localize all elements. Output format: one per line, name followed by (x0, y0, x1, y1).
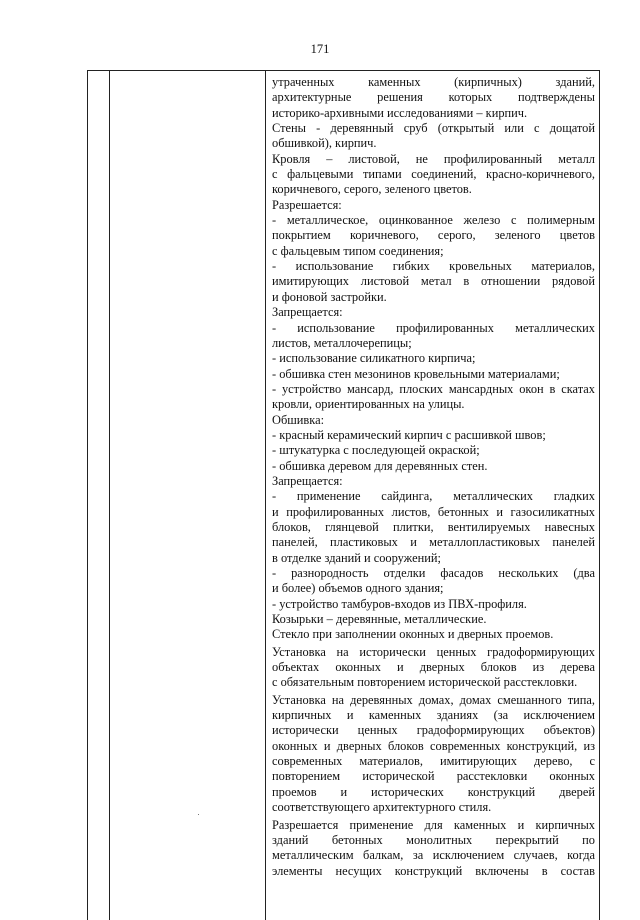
text-line: Разрешается: (272, 197, 342, 212)
text-line: - устройство мансард, плоских мансардных окон в скатах (272, 381, 595, 396)
text-line: - штукатурка с последующей окраской; (272, 443, 480, 458)
text-line: Стены - деревянный сруб (открытый или с дощатой (272, 121, 595, 136)
text-line: исторически ценных градоформирующих объектов) (272, 723, 595, 738)
text-line: объектах оконных и дверных блоков из дерева (272, 660, 595, 675)
text-line: Запрещается: (272, 473, 343, 488)
text-line: - разнородность отделки фасадов нескольких (два (272, 566, 595, 580)
text-line: и фоновой застройки. (272, 289, 387, 304)
text-line: Стекло при заполнении оконных и дверных проемов. (272, 627, 554, 642)
text-line: и более) объемов одного здания; (272, 581, 444, 596)
text-line: Обшивка: (272, 412, 325, 427)
text-line: зданий бетонных монолитных перекрытий по (272, 832, 595, 847)
page-number: 171 (310, 42, 330, 56)
text-line: в отделке зданий и сооружений; (272, 550, 441, 565)
text-line: блоков, глянцевой плитки, вентилируемых навесных (272, 519, 595, 534)
text-line: повторением исторической расстекловки оконных (272, 769, 595, 784)
text-line: Запрещается: (272, 305, 343, 320)
text-line: - применение сайдинга, металлических гладких (272, 489, 595, 504)
text-line: листов, металлочерепицы; (272, 335, 412, 350)
text-line: Козырьки – деревянные, металлические. (272, 612, 487, 627)
text-line: и профилированных листов, бетонных и газосиликатных (272, 504, 595, 519)
text-line: - использование гибких кровельных материалов, (272, 259, 595, 274)
text-line: элементы несущих конструкций включены в состав (272, 863, 595, 878)
text-line: - обшивка стен мезонинов кровельными материалами; (272, 366, 560, 381)
text-line: проемов и исторических конструкций дверей (272, 784, 595, 799)
text-line: утраченных каменных (кирпичных) зданий, (272, 75, 595, 89)
text-line: - устройство тамбуров-входов из ПВХ-профиля. (272, 596, 527, 611)
text-line: оконных и дверных блоков современных конструкций, из (272, 738, 595, 753)
regulation-table (87, 70, 600, 920)
column-divider-1 (109, 71, 110, 920)
scan-speck (198, 814, 199, 815)
text-line: соответствующего архитектурного стиля. (272, 800, 492, 815)
column-divider-2 (265, 71, 266, 920)
text-line: - красный керамический кирпич с расшивкой швов; (272, 427, 546, 442)
text-line: Установка на исторически ценных градоформирующих (272, 644, 595, 659)
text-line: имитирующих листовой метал в отношении рядовой (272, 274, 595, 289)
text-line: архитектурные решения которых подтверждены (272, 90, 595, 105)
text-line: панелей, пластиковых и металлопластиковых панелей (272, 535, 595, 550)
text-line: современных материалов, имитирующих дерево, с (272, 754, 595, 769)
text-line: историко-архивными исследованиями – кирпич. (272, 105, 528, 120)
text-line: Установка на деревянных домах, домах смешанного типа, (272, 692, 595, 707)
text-line: Кровля – листовой, не профилированный металл (272, 151, 595, 166)
text-line: с фальцевыми типами соединений, красно-коричневого, (272, 167, 595, 182)
text-line: кирпичных и каменных зданиях (за исключением (272, 708, 595, 723)
text-line: - использование силикатного кирпича; (272, 351, 476, 366)
text-line: с фальцевым типом соединения; (272, 243, 444, 258)
text-line: покрытием коричневого, серого, зеленого цветов (272, 228, 595, 243)
requirements-text-cell (272, 75, 595, 879)
text-line: - обшивка деревом для деревянных стен. (272, 458, 488, 473)
text-line: кровли, ориентированных на улицы. (272, 397, 465, 412)
text-line: - металлическое, оцинкованное железо с полимерным (272, 213, 595, 228)
text-line: с обязательным повторением исторической расстекловки. (272, 675, 578, 690)
text-line: коричневого, серого, зеленого цветов. (272, 182, 472, 197)
text-line: Разрешается применение для каменных и кирпичных (272, 817, 595, 832)
text-line: обшивкой), кирпич. (272, 136, 377, 151)
text-line: - использование профилированных металлических (272, 320, 595, 335)
text-line: металлическим балкам, за исключением случаев, когда (272, 848, 595, 863)
